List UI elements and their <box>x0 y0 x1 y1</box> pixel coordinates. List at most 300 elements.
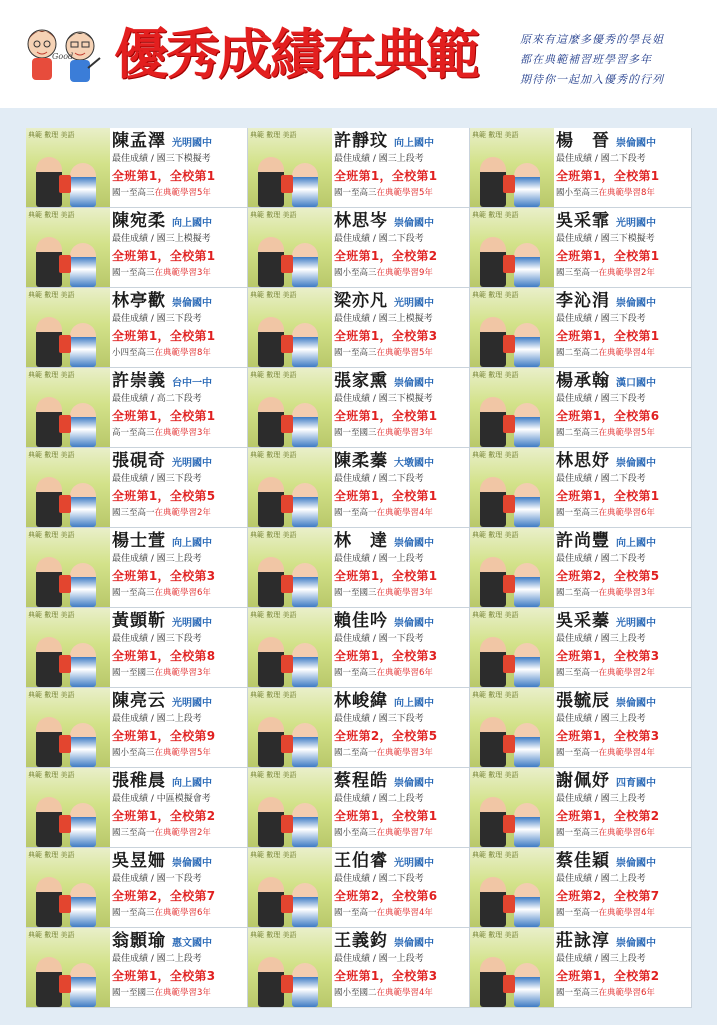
study-years: 在典範學習3年 <box>154 988 211 998</box>
best-exam: 最佳成績 / 國三上模擬考 <box>334 314 433 324</box>
rank-result: 全班第1，全校第1 <box>112 409 216 423</box>
student-info <box>556 450 690 526</box>
name-row <box>334 850 468 872</box>
school-name: 向上國中 <box>172 218 212 229</box>
student-photo <box>470 288 554 367</box>
rank-result: 全班第1，全校第1 <box>112 249 216 263</box>
name-row <box>112 770 246 792</box>
name-row <box>556 610 690 632</box>
study-duration <box>556 346 690 361</box>
rank-result: 全班第1，全校第1 <box>556 489 660 503</box>
school-name: 崇倫國中 <box>616 698 656 709</box>
best-exam: 最佳成績 / 國二上段考 <box>334 794 424 804</box>
study-range: 國三至高一 <box>112 828 155 838</box>
student-name: 王義鈞 <box>334 931 388 951</box>
student-name: 王伯睿 <box>334 851 388 871</box>
student-figure <box>514 243 540 287</box>
best-exam: 最佳成績 / 國三下模擬考 <box>556 234 655 244</box>
student-photo <box>470 448 554 527</box>
student-info <box>112 290 246 366</box>
student-figure <box>70 643 96 687</box>
student-info <box>112 210 246 286</box>
study-duration <box>556 986 690 1001</box>
rank-result: 全班第1，全校第1 <box>112 329 216 343</box>
study-years: 在典範學習6年 <box>598 828 655 838</box>
student-figure <box>514 883 540 927</box>
school-name: 崇倫國中 <box>394 618 434 629</box>
student-info <box>112 770 246 846</box>
student-card <box>248 928 470 1008</box>
student-figure <box>514 803 540 847</box>
student-card <box>26 608 248 688</box>
student-card <box>248 688 470 768</box>
student-photo <box>470 368 554 447</box>
rank-result: 全班第1，全校第1 <box>334 169 438 183</box>
rank-result: 全班第1，全校第1 <box>556 329 660 343</box>
student-card <box>248 768 470 848</box>
student-figure <box>292 963 318 1007</box>
student-card <box>26 368 248 448</box>
student-name: 陳孟澤 <box>112 131 166 151</box>
student-figure <box>70 963 96 1007</box>
student-info <box>334 610 468 686</box>
student-photo <box>26 208 110 287</box>
classroom-sign: 典範 數理 美語 <box>250 611 297 619</box>
study-duration <box>112 586 246 601</box>
school-name: 向上國中 <box>172 778 212 789</box>
best-exam: 最佳成績 / 國三上段考 <box>556 794 646 804</box>
classroom-sign: 典範 數理 美語 <box>250 211 297 219</box>
study-duration <box>112 266 246 281</box>
school-name: 光明國中 <box>172 458 212 469</box>
honor-roll-area <box>0 108 717 1025</box>
study-years: 在典範學習3年 <box>154 668 211 678</box>
name-row <box>556 450 690 472</box>
student-photo <box>26 768 110 847</box>
student-figure <box>514 483 540 527</box>
best-exam: 最佳成績 / 國二下段考 <box>556 154 646 164</box>
school-name: 光明國中 <box>616 218 656 229</box>
student-figure <box>70 803 96 847</box>
study-range: 國三至高一 <box>112 508 155 518</box>
student-card <box>26 288 248 368</box>
classroom-sign: 典範 數理 美語 <box>28 371 75 379</box>
student-card <box>248 208 470 288</box>
classroom-sign: 典範 數理 美語 <box>250 291 297 299</box>
student-photo <box>470 528 554 607</box>
school-name: 四育國中 <box>616 778 656 789</box>
name-row <box>112 690 246 712</box>
student-card <box>248 288 470 368</box>
mascot-signature: Good <box>52 52 74 61</box>
rank-result: 全班第1，全校第1 <box>334 809 438 823</box>
school-name: 大墩國中 <box>394 458 434 469</box>
study-range: 國一至國三 <box>334 428 377 438</box>
student-card <box>470 128 692 208</box>
student-info <box>334 770 468 846</box>
rank-result: 全班第1，全校第1 <box>556 249 660 263</box>
study-range: 國小至國二 <box>334 988 377 998</box>
study-years: 在典範學習6年 <box>376 668 433 678</box>
study-range: 國一至國三 <box>112 988 155 998</box>
student-photo <box>470 848 554 927</box>
student-info <box>112 610 246 686</box>
study-duration <box>556 586 690 601</box>
best-exam: 最佳成績 / 國三下模擬考 <box>334 394 433 404</box>
student-name: 黃顗靳 <box>112 611 166 631</box>
study-duration <box>334 586 468 601</box>
classroom-sign: 典範 數理 美語 <box>28 851 75 859</box>
student-name: 張稚晨 <box>112 771 166 791</box>
study-range: 國三至高一 <box>556 268 599 278</box>
student-name: 張毓辰 <box>556 691 610 711</box>
study-years: 在典範學習7年 <box>376 828 433 838</box>
rank-result: 全班第1，全校第3 <box>112 569 216 583</box>
student-name: 張硯奇 <box>112 451 166 471</box>
red-envelope-icon <box>59 335 71 353</box>
classroom-sign: 典範 數理 美語 <box>472 691 519 699</box>
school-name: 光明國中 <box>172 618 212 629</box>
red-envelope-icon <box>59 495 71 513</box>
classroom-sign: 典範 數理 美語 <box>28 451 75 459</box>
red-envelope-icon <box>503 735 515 753</box>
school-name: 光明國中 <box>394 858 434 869</box>
classroom-sign: 典範 數理 美語 <box>250 451 297 459</box>
student-photo <box>470 928 554 1007</box>
rank-result: 全班第1，全校第2 <box>556 969 660 983</box>
classroom-sign: 典範 數理 美語 <box>472 131 519 139</box>
study-duration <box>334 666 468 681</box>
student-photo <box>26 848 110 927</box>
study-years: 在典範學習3年 <box>376 588 433 598</box>
classroom-sign: 典範 數理 美語 <box>250 931 297 939</box>
red-envelope-icon <box>59 575 71 593</box>
student-figure <box>292 723 318 767</box>
student-name: 謝佩妤 <box>556 771 610 791</box>
study-range: 國一至高一 <box>556 908 599 918</box>
study-years: 在典範學習5年 <box>154 188 211 198</box>
student-info <box>112 850 246 926</box>
name-row <box>556 530 690 552</box>
rank-result: 全班第2，全校第7 <box>556 889 660 903</box>
best-exam: 最佳成績 / 國三下段考 <box>556 314 646 324</box>
red-envelope-icon <box>281 175 293 193</box>
student-name: 吳采蓁 <box>556 611 610 631</box>
student-info <box>334 370 468 446</box>
best-exam: 最佳成績 / 國三上模擬考 <box>112 234 211 244</box>
study-range: 國一至高三 <box>112 268 155 278</box>
student-figure <box>292 163 318 207</box>
red-envelope-icon <box>281 495 293 513</box>
school-name: 光明國中 <box>172 698 212 709</box>
student-info <box>556 770 690 846</box>
name-row <box>334 130 468 152</box>
study-duration <box>112 986 246 1001</box>
red-envelope-icon <box>59 175 71 193</box>
student-photo <box>248 928 332 1007</box>
classroom-sign: 典範 數理 美語 <box>250 531 297 539</box>
slogan <box>520 30 710 90</box>
study-range: 小四至高三 <box>112 348 155 358</box>
study-years: 在典範學習6年 <box>154 908 211 918</box>
classroom-sign: 典範 數理 美語 <box>28 931 75 939</box>
student-photo <box>248 288 332 367</box>
study-range: 國一至高三 <box>556 508 599 518</box>
school-name: 崇倫國中 <box>616 138 656 149</box>
school-name: 向上國中 <box>616 538 656 549</box>
rank-result: 全班第1，全校第2 <box>556 809 660 823</box>
red-envelope-icon <box>281 895 293 913</box>
best-exam: 最佳成績 / 國三下模擬考 <box>112 154 211 164</box>
student-figure <box>514 403 540 447</box>
student-name: 吳昱姍 <box>112 851 166 871</box>
student-figure <box>292 803 318 847</box>
page-title: 優秀成績在典範 <box>114 22 478 86</box>
student-card <box>470 608 692 688</box>
best-exam: 最佳成績 / 國一下段考 <box>334 634 424 644</box>
school-name: 光明國中 <box>172 138 212 149</box>
best-exam: 最佳成績 / 國三下段考 <box>334 714 424 724</box>
student-card <box>470 448 692 528</box>
study-years: 在典範學習4年 <box>598 748 655 758</box>
study-duration <box>112 666 246 681</box>
school-name: 崇倫國中 <box>616 938 656 949</box>
study-duration <box>112 346 246 361</box>
red-envelope-icon <box>59 735 71 753</box>
classroom-sign: 典範 數理 美語 <box>472 211 519 219</box>
study-range: 國一至高三 <box>112 908 155 918</box>
study-duration <box>334 906 468 921</box>
student-figure <box>70 163 96 207</box>
study-duration <box>556 666 690 681</box>
study-years: 在典範學習8年 <box>154 348 211 358</box>
student-photo <box>470 208 554 287</box>
student-card <box>470 528 692 608</box>
study-years: 在典範學習4年 <box>598 348 655 358</box>
study-years: 在典範學習4年 <box>376 908 433 918</box>
student-card <box>470 928 692 1008</box>
red-envelope-icon <box>281 335 293 353</box>
student-figure <box>514 723 540 767</box>
student-info <box>334 130 468 206</box>
student-card <box>26 848 248 928</box>
red-envelope-icon <box>503 815 515 833</box>
study-years: 在典範學習5年 <box>376 188 433 198</box>
student-figure <box>292 403 318 447</box>
school-name: 光明國中 <box>394 298 434 309</box>
best-exam: 最佳成績 / 國三下段考 <box>556 394 646 404</box>
study-years: 在典範學習4年 <box>376 508 433 518</box>
classroom-sign: 典範 數理 美語 <box>250 691 297 699</box>
study-range: 高一至高三 <box>112 428 155 438</box>
student-card <box>248 368 470 448</box>
name-row <box>556 290 690 312</box>
student-info <box>334 450 468 526</box>
study-years: 在典範學習4年 <box>376 988 433 998</box>
student-name: 許崇義 <box>112 371 166 391</box>
student-info <box>112 130 246 206</box>
study-years: 在典範學習3年 <box>376 748 433 758</box>
student-card <box>26 528 248 608</box>
rank-result: 全班第1，全校第6 <box>556 409 660 423</box>
name-row <box>334 210 468 232</box>
student-card <box>26 208 248 288</box>
study-years: 在典範學習3年 <box>154 428 211 438</box>
study-duration <box>556 746 690 761</box>
student-name: 楊士萱 <box>112 531 166 551</box>
red-envelope-icon <box>59 255 71 273</box>
classroom-sign: 典範 數理 美語 <box>250 851 297 859</box>
classroom-sign: 典範 數理 美語 <box>472 931 519 939</box>
student-photo <box>26 368 110 447</box>
rank-result: 全班第1，全校第2 <box>112 809 216 823</box>
rank-result: 全班第2，全校第5 <box>334 729 438 743</box>
name-row <box>112 930 246 952</box>
red-envelope-icon <box>503 655 515 673</box>
student-figure <box>292 643 318 687</box>
student-photo <box>470 608 554 687</box>
best-exam: 最佳成績 / 高二下段考 <box>112 394 202 404</box>
student-info <box>112 370 246 446</box>
student-photo <box>26 928 110 1007</box>
student-photo <box>470 688 554 767</box>
study-range: 國小至高三 <box>556 188 599 198</box>
student-figure <box>292 563 318 607</box>
student-name: 楊承翰 <box>556 371 610 391</box>
school-name: 台中一中 <box>172 378 212 389</box>
student-name: 李沁涓 <box>556 291 610 311</box>
study-range: 國一至高三 <box>556 988 599 998</box>
school-name: 崇倫國中 <box>172 298 212 309</box>
study-range: 國一至高一 <box>334 908 377 918</box>
study-duration <box>556 426 690 441</box>
student-info <box>334 210 468 286</box>
student-photo <box>248 368 332 447</box>
study-range: 國二至高一 <box>334 748 377 758</box>
classroom-sign: 典範 數理 美語 <box>28 131 75 139</box>
student-info <box>112 450 246 526</box>
student-card <box>470 688 692 768</box>
study-duration <box>334 746 468 761</box>
best-exam: 最佳成績 / 國三下段考 <box>112 474 202 484</box>
name-row <box>112 370 246 392</box>
student-photo <box>470 768 554 847</box>
rank-result: 全班第1，全校第3 <box>112 969 216 983</box>
header <box>0 0 717 108</box>
best-exam: 最佳成績 / 國三上段考 <box>556 954 646 964</box>
student-info <box>556 210 690 286</box>
study-range: 國一至高一 <box>334 508 377 518</box>
study-years: 在典範學習2年 <box>598 268 655 278</box>
student-name: 林思妤 <box>556 451 610 471</box>
study-duration <box>334 506 468 521</box>
mascot-illustration <box>22 22 106 96</box>
student-name: 陳宛柔 <box>112 211 166 231</box>
study-duration <box>556 186 690 201</box>
student-card <box>248 528 470 608</box>
study-range: 國小至高三 <box>334 268 377 278</box>
student-card <box>470 848 692 928</box>
study-range: 國一至高三 <box>112 188 155 198</box>
student-photo <box>26 288 110 367</box>
student-card <box>248 128 470 208</box>
classroom-sign: 典範 數理 美語 <box>472 291 519 299</box>
rank-result: 全班第1，全校第3 <box>334 329 438 343</box>
red-envelope-icon <box>503 895 515 913</box>
name-row <box>556 770 690 792</box>
student-name: 陳亮云 <box>112 691 166 711</box>
student-info <box>112 930 246 1006</box>
study-range: 國小至高三 <box>334 828 377 838</box>
study-range: 國一至高三 <box>334 348 377 358</box>
student-card <box>26 128 248 208</box>
red-envelope-icon <box>281 655 293 673</box>
name-row <box>112 130 246 152</box>
study-duration <box>556 826 690 841</box>
classroom-sign: 典範 數理 美語 <box>28 611 75 619</box>
rank-result: 全班第1，全校第3 <box>334 969 438 983</box>
student-info <box>334 930 468 1006</box>
study-duration <box>112 826 246 841</box>
student-card <box>26 448 248 528</box>
best-exam: 最佳成績 / 國三下段考 <box>112 634 202 644</box>
student-name: 林峻緯 <box>334 691 388 711</box>
school-name: 崇倫國中 <box>172 858 212 869</box>
student-photo <box>248 208 332 287</box>
red-envelope-icon <box>281 575 293 593</box>
red-envelope-icon <box>503 575 515 593</box>
student-info <box>334 290 468 366</box>
rank-result: 全班第1，全校第9 <box>112 729 216 743</box>
classroom-sign: 典範 數理 美語 <box>472 531 519 539</box>
student-figure <box>70 483 96 527</box>
school-name: 崇倫國中 <box>616 458 656 469</box>
student-name: 蔡佳穎 <box>556 851 610 871</box>
study-range: 國二至高二 <box>556 348 599 358</box>
classroom-sign: 典範 數理 美語 <box>28 771 75 779</box>
student-name: 翁顥瑜 <box>112 931 166 951</box>
study-years: 在典範學習9年 <box>376 268 433 278</box>
student-info <box>556 850 690 926</box>
study-duration <box>112 426 246 441</box>
student-photo <box>26 128 110 207</box>
red-envelope-icon <box>503 495 515 513</box>
student-name: 蔡程皓 <box>334 771 388 791</box>
study-years: 在典範學習3年 <box>376 428 433 438</box>
classroom-sign: 典範 數理 美語 <box>28 291 75 299</box>
student-name: 張家熏 <box>334 371 388 391</box>
red-envelope-icon <box>281 815 293 833</box>
school-name: 崇倫國中 <box>394 938 434 949</box>
student-name: 莊詠淳 <box>556 931 610 951</box>
name-row <box>334 930 468 952</box>
student-info <box>556 530 690 606</box>
red-envelope-icon <box>59 975 71 993</box>
best-exam: 最佳成績 / 中區模擬會考 <box>112 794 211 804</box>
red-envelope-icon <box>59 415 71 433</box>
student-name: 吳采霏 <box>556 211 610 231</box>
student-figure <box>70 323 96 367</box>
study-duration <box>112 746 246 761</box>
red-envelope-icon <box>503 415 515 433</box>
student-photo <box>26 448 110 527</box>
student-name: 梁亦凡 <box>334 291 388 311</box>
best-exam: 最佳成績 / 國二下段考 <box>556 554 646 564</box>
study-range: 國一至高三 <box>334 188 377 198</box>
study-years: 在典範學習5年 <box>598 428 655 438</box>
study-years: 在典範學習2年 <box>598 668 655 678</box>
name-row <box>556 850 690 872</box>
